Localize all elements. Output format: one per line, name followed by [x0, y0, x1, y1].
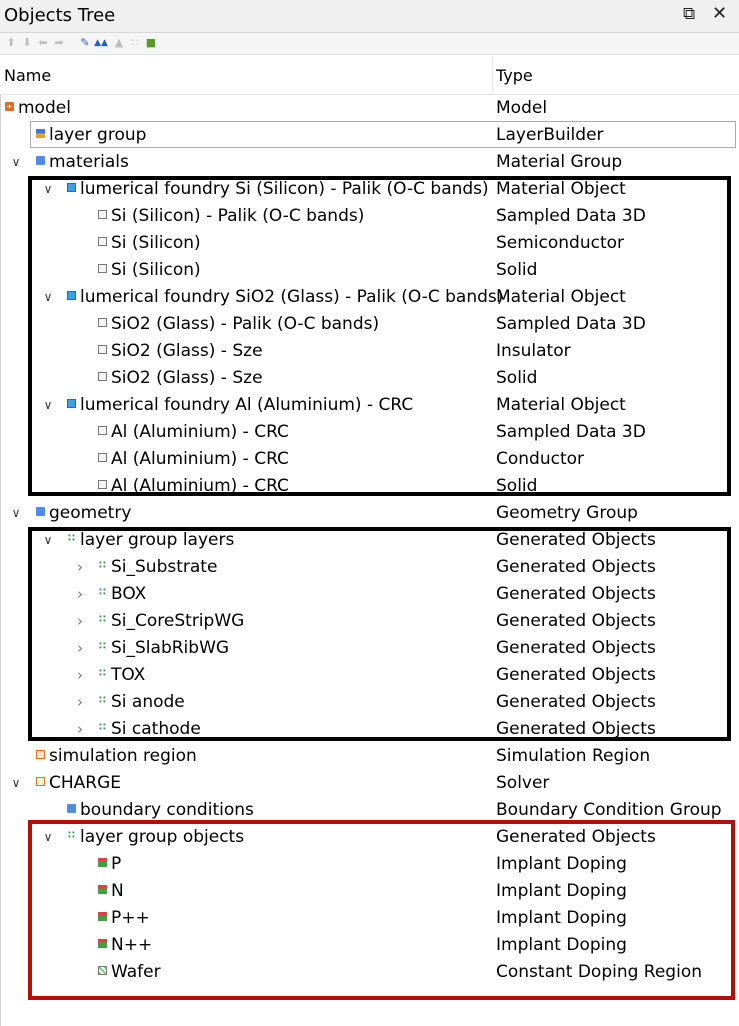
- row-name: P: [111, 854, 122, 874]
- ct-property-icon: [98, 453, 107, 462]
- implant-doping-icon: [98, 858, 107, 867]
- tree-row-material-object[interactable]: [0, 284, 739, 311]
- panel-title: Objects Tree: [4, 5, 116, 26]
- boundary-group-icon: [67, 804, 76, 813]
- tree-row-layer-group-objects[interactable]: [0, 824, 739, 851]
- tree-toolbar: [0, 33, 739, 55]
- tree-row-material-object[interactable]: [0, 176, 739, 203]
- row-name: layer group layers: [80, 530, 235, 550]
- row-type: Boundary Condition Group: [496, 800, 722, 820]
- material-object-icon: [67, 291, 76, 300]
- column-separator[interactable]: [492, 56, 493, 94]
- generated-objects-icon: ∷: [99, 560, 106, 571]
- chevron-right-icon[interactable]: ›: [77, 612, 83, 630]
- row-type: Solid: [496, 476, 538, 496]
- restore-window-icon[interactable]: ⧉: [683, 4, 696, 24]
- row-type: Generated Objects: [496, 557, 656, 577]
- em-property-icon: [98, 210, 107, 219]
- row-name: Si (Silicon): [111, 260, 201, 280]
- chevron-right-icon[interactable]: ›: [77, 558, 83, 576]
- chevron-right-icon[interactable]: ›: [77, 639, 83, 657]
- row-name: Si_SlabRibWG: [111, 638, 230, 658]
- row-name: BOX: [111, 584, 147, 604]
- row-type: Sampled Data 3D: [496, 314, 646, 334]
- tree-header: [0, 55, 739, 95]
- tree-row-material-property[interactable]: [0, 419, 739, 446]
- ct-property-icon: [98, 237, 107, 246]
- row-type: Generated Objects: [496, 692, 656, 712]
- shape-icon[interactable]: ▲: [114, 36, 124, 49]
- edit-icon[interactable]: ✎: [80, 36, 90, 49]
- row-type: Implant Doping: [496, 881, 627, 901]
- tree-row-layer[interactable]: [0, 662, 739, 689]
- row-name: Wafer: [111, 962, 161, 982]
- tree-row-layer[interactable]: [0, 635, 739, 662]
- tree-row-material-object[interactable]: [0, 392, 739, 419]
- implant-doping-icon: [98, 912, 107, 921]
- chevron-down-icon[interactable]: ∨: [11, 506, 21, 520]
- row-type: Model: [496, 98, 548, 118]
- row-name: SiO2 (Glass) - Sze: [111, 341, 263, 361]
- em-property-icon: [98, 318, 107, 327]
- row-type: Implant Doping: [496, 854, 627, 874]
- row-type: Solver: [496, 773, 550, 793]
- layer-builder-icon: [36, 129, 45, 138]
- generated-objects-icon: ∷: [68, 533, 75, 544]
- row-type: Generated Objects: [496, 665, 656, 685]
- row-type: LayerBuilder: [496, 125, 604, 145]
- row-name: Si (Silicon): [111, 233, 201, 253]
- row-type: Solid: [496, 260, 538, 280]
- move-left-icon[interactable]: ⬅: [38, 36, 48, 49]
- select-icon[interactable]: ▲▲: [94, 38, 108, 48]
- row-name: TOX: [111, 665, 146, 685]
- row-name: Si_CoreStripWG: [111, 611, 245, 631]
- move-up-icon[interactable]: ⬆: [6, 36, 16, 49]
- chevron-right-icon[interactable]: ›: [77, 720, 83, 738]
- row-type: Material Object: [496, 395, 626, 415]
- grid-icon[interactable]: ∷: [131, 36, 139, 49]
- row-name: lumerical foundry SiO2 (Glass) - Palik (O-C bands): [80, 287, 504, 307]
- tree-row-material-property[interactable]: [0, 203, 739, 230]
- row-type: Generated Objects: [496, 827, 656, 847]
- row-name: P++: [111, 908, 150, 928]
- chevron-down-icon[interactable]: ∨: [11, 155, 21, 169]
- generated-objects-icon: ∷: [99, 695, 106, 706]
- delete-icon[interactable]: ■: [145, 36, 157, 49]
- row-type: Implant Doping: [496, 908, 627, 928]
- generated-objects-icon: ∷: [99, 641, 106, 652]
- tree-row-boundary-conditions[interactable]: [0, 797, 739, 824]
- tree-row-model[interactable]: [0, 95, 739, 122]
- move-right-icon[interactable]: ➡: [54, 36, 64, 49]
- chevron-down-icon[interactable]: ∨: [43, 830, 53, 844]
- objects-tree: [0, 95, 739, 1026]
- tree-row-layer[interactable]: [0, 554, 739, 581]
- tree-row-layer[interactable]: [0, 716, 739, 743]
- chevron-right-icon[interactable]: ›: [77, 666, 83, 684]
- row-type: Generated Objects: [496, 530, 656, 550]
- row-name: Si anode: [111, 692, 185, 712]
- em-property-icon: [98, 426, 107, 435]
- chevron-down-icon[interactable]: ∨: [43, 290, 53, 304]
- row-type: Generated Objects: [496, 611, 656, 631]
- row-type: Generated Objects: [496, 584, 656, 604]
- row-name: Si (Silicon) - Palik (O-C bands): [111, 206, 365, 226]
- row-name: simulation region: [49, 746, 197, 766]
- row-type: Simulation Region: [496, 746, 651, 766]
- row-name: materials: [49, 152, 129, 172]
- ht-property-icon: [98, 480, 107, 489]
- row-type: Insulator: [496, 341, 571, 361]
- tree-row-wafer[interactable]: [0, 959, 739, 986]
- tree-row-layer[interactable]: [0, 689, 739, 716]
- tree-row-material-property[interactable]: [0, 446, 739, 473]
- row-name: layer group: [49, 125, 147, 145]
- tree-row-geometry[interactable]: [0, 500, 739, 527]
- ht-property-icon: [98, 264, 107, 273]
- row-name: Si cathode: [111, 719, 201, 739]
- close-icon[interactable]: ✕: [712, 3, 728, 24]
- row-name: lumerical foundry Si (Silicon) - Palik (O-C bands): [80, 179, 489, 199]
- row-type: Implant Doping: [496, 935, 627, 955]
- implant-doping-icon: [98, 885, 107, 894]
- tree-row-doping[interactable]: [0, 905, 739, 932]
- wafer-icon: [98, 966, 107, 975]
- row-name: SiO2 (Glass) - Sze: [111, 368, 263, 388]
- tree-row-doping[interactable]: [0, 878, 739, 905]
- row-name: layer group objects: [80, 827, 245, 847]
- tree-row-material-property[interactable]: [0, 338, 739, 365]
- geometry-group-icon: [36, 507, 45, 516]
- tree-row-layer-group[interactable]: [0, 122, 739, 149]
- chevron-down-icon[interactable]: ∨: [43, 398, 53, 412]
- row-type: Geometry Group: [496, 503, 638, 523]
- row-type: Material Group: [496, 152, 623, 172]
- tree-row-material-property[interactable]: [0, 230, 739, 257]
- material-group-icon: [36, 156, 45, 165]
- row-name: Al (Aluminium) - CRC: [111, 422, 289, 442]
- material-object-icon: [67, 399, 76, 408]
- chevron-down-icon[interactable]: ∨: [43, 533, 53, 547]
- row-type: Sampled Data 3D: [496, 206, 646, 226]
- chevron-right-icon[interactable]: ›: [77, 585, 83, 603]
- generated-objects-icon: ∷: [99, 614, 106, 625]
- row-name: N++: [111, 935, 153, 955]
- row-name: SiO2 (Glass) - Palik (O-C bands): [111, 314, 380, 334]
- move-down-icon[interactable]: ⬇: [22, 36, 32, 49]
- tree-row-charge[interactable]: [0, 770, 739, 797]
- row-type: Material Object: [496, 179, 626, 199]
- row-type: Solid: [496, 368, 538, 388]
- row-type: Sampled Data 3D: [496, 422, 646, 442]
- chevron-down-icon[interactable]: ∨: [11, 776, 21, 790]
- generated-objects-icon: ∷: [99, 722, 106, 733]
- row-name: CHARGE: [49, 773, 122, 793]
- generated-objects-icon: ∷: [99, 587, 106, 598]
- simulation-region-icon: [36, 750, 45, 759]
- chevron-down-icon[interactable]: ∨: [43, 182, 53, 196]
- panel-titlebar: [0, 0, 739, 33]
- material-object-icon: [67, 183, 76, 192]
- tree-row-layer-group-layers[interactable]: [0, 527, 739, 554]
- tree-row-simulation-region[interactable]: [0, 743, 739, 770]
- tree-row-material-property[interactable]: [0, 473, 739, 500]
- column-header-name[interactable]: Name: [4, 66, 52, 85]
- implant-doping-icon: [98, 939, 107, 948]
- row-name: Al (Aluminium) - CRC: [111, 476, 289, 496]
- generated-objects-icon: ∷: [68, 830, 75, 841]
- row-name: N: [111, 881, 124, 901]
- tree-row-doping[interactable]: [0, 851, 739, 878]
- row-name: boundary conditions: [80, 800, 254, 820]
- tree-row-layer[interactable]: [0, 608, 739, 635]
- tree-row-material-property[interactable]: [0, 257, 739, 284]
- tree-row-layer[interactable]: [0, 581, 739, 608]
- row-type: Constant Doping Region: [496, 962, 703, 982]
- row-type: Generated Objects: [496, 638, 656, 658]
- tree-row-material-property[interactable]: [0, 365, 739, 392]
- column-header-type[interactable]: Type: [496, 66, 533, 85]
- row-name: model: [18, 98, 71, 118]
- row-type: Conductor: [496, 449, 585, 469]
- ct-property-icon: [98, 345, 107, 354]
- row-type: Material Object: [496, 287, 626, 307]
- chevron-right-icon[interactable]: ›: [77, 693, 83, 711]
- tree-row-material-property[interactable]: [0, 311, 739, 338]
- model-icon: +: [6, 102, 13, 111]
- row-name: lumerical foundry Al (Aluminium) - CRC: [80, 395, 414, 415]
- generated-objects-icon: ∷: [99, 668, 106, 679]
- tree-row-materials[interactable]: [0, 149, 739, 176]
- solver-icon: [36, 777, 45, 786]
- row-name: geometry: [49, 503, 132, 523]
- tree-row-doping[interactable]: [0, 932, 739, 959]
- row-name: Si_Substrate: [111, 557, 218, 577]
- ht-property-icon: [98, 372, 107, 381]
- row-type: Semiconductor: [496, 233, 625, 253]
- row-name: Al (Aluminium) - CRC: [111, 449, 289, 469]
- row-type: Generated Objects: [496, 719, 656, 739]
